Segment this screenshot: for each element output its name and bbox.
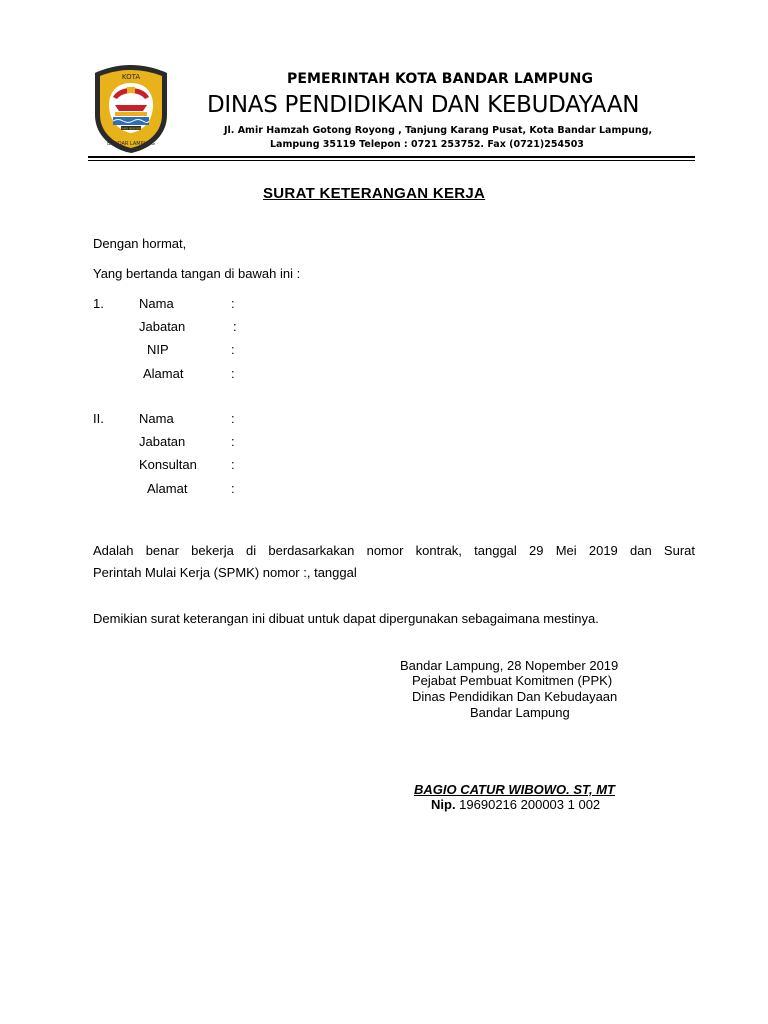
signatory-nip-value: 19690216 200003 1 002 — [455, 797, 601, 812]
signature-place-date: Bandar Lampung, 28 Nopember 2019 — [400, 658, 619, 673]
party1-jabatan-colon: : — [233, 319, 237, 334]
logo-bandar-lampung-text: BANDAR LAMPUNG — [107, 141, 155, 147]
statement-paragraph-line-2: Perintah Mulai Kerja (SPMK) nomor :, tanggal — [93, 565, 357, 580]
party1-nama-label: Nama — [139, 296, 174, 311]
header-divider-thick — [88, 156, 695, 158]
party2-nama-label: Nama — [139, 411, 174, 426]
party2-nama-colon: : — [231, 411, 235, 426]
signatory-name: BAGIO CATUR WIBOWO. ST, MT — [414, 782, 615, 797]
document-title: SURAT KETERANGAN KERJA — [263, 185, 486, 202]
party1-nama-colon: : — [231, 296, 235, 311]
party1-nip-label: NIP — [147, 342, 169, 357]
party2-alamat-label: Alamat — [147, 481, 188, 496]
greeting-text: Dengan hormat, — [93, 236, 187, 251]
logo-motto-text: TAPIS BERSERI — [119, 126, 143, 131]
party2-jabatan-label: Jabatan — [139, 434, 186, 449]
statement-paragraph-line-1: Adalah benar bekerja di berdasarkakan nomor kontrak, tanggal 29 Mei 2019 dan Surat — [93, 543, 695, 558]
closing-paragraph: Demikian surat keterangan ini dibuat untuk dapat dipergunakan sebagaimana mestinya. — [93, 611, 599, 626]
signature-role: Pejabat Pembuat Komitmen (PPK) — [412, 673, 613, 688]
party2-konsultan-label: Konsultan — [139, 457, 197, 472]
intro-text: Yang bertanda tangan di bawah ini : — [93, 266, 301, 281]
city-emblem-logo — [93, 63, 169, 155]
header-address-line-2: Lampung 35119 Telepon : 0721 253752. Fax (0721)254503 — [270, 139, 584, 150]
party1-alamat-label: Alamat — [143, 366, 184, 381]
header-agency-name: DINAS PENDIDIKAN DAN KEBUDAYAAN — [207, 92, 640, 118]
party2-jabatan-colon: : — [231, 434, 235, 449]
logo-kota-text: KOTA — [121, 73, 141, 81]
party1-alamat-colon: : — [231, 366, 235, 381]
party2-alamat-colon: : — [231, 481, 235, 496]
header-address-line-1: Jl. Amir Hamzah Gotong Royong , Tanjung Karang Pusat, Kota Bandar Lampung, — [224, 125, 653, 136]
party1-nip-colon: : — [231, 342, 235, 357]
party1-jabatan-label: Jabatan — [139, 319, 186, 334]
header-government-line: PEMERINTAH KOTA BANDAR LAMPUNG — [287, 71, 594, 87]
signatory-nip — [431, 797, 600, 812]
party2-konsultan-colon: : — [231, 457, 235, 472]
header-divider-thin — [88, 160, 695, 161]
party1-number: 1. — [93, 296, 104, 311]
signatory-nip-label: Nip. — [431, 797, 456, 812]
signature-agency: Dinas Pendidikan Dan Kebudayaan — [412, 689, 618, 704]
signature-city: Bandar Lampung — [470, 705, 570, 720]
party2-number: II. — [93, 411, 104, 426]
